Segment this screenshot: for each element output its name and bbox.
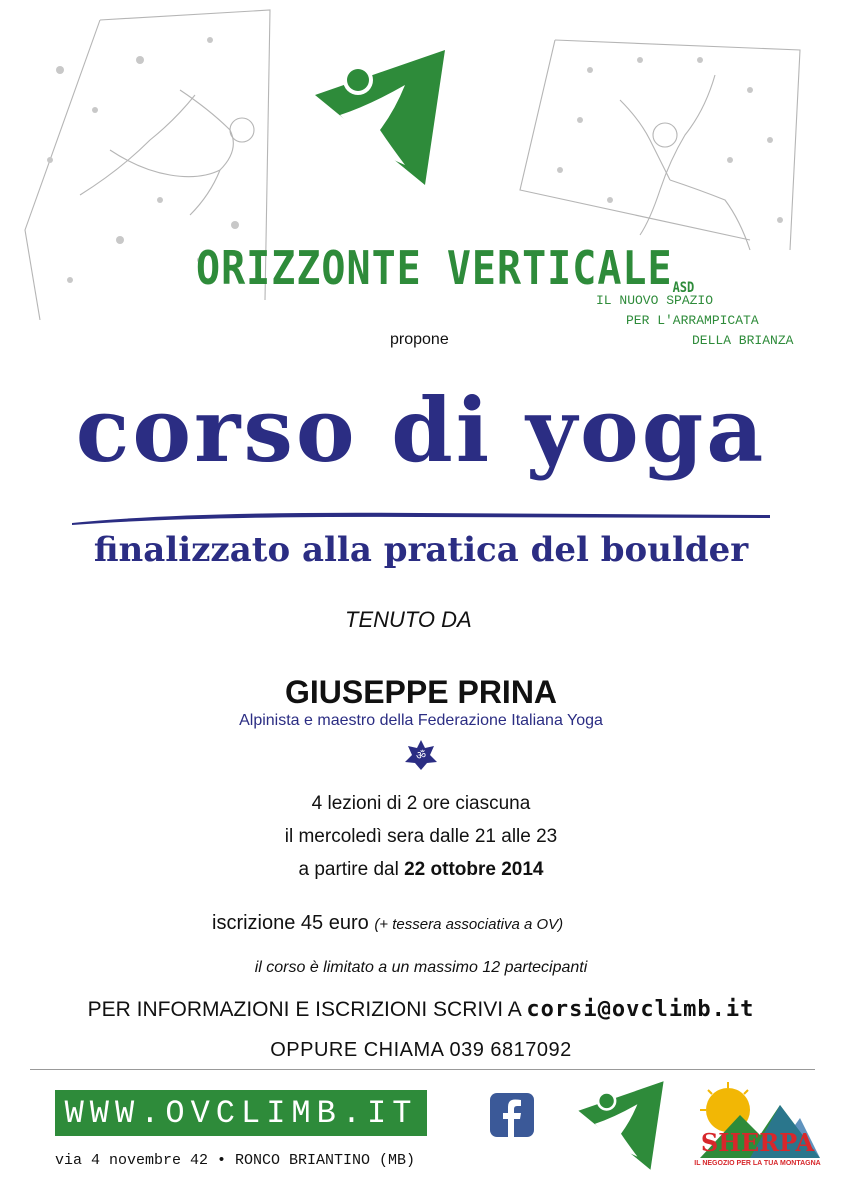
schedule-line-2: il mercoledì sera dalle 21 alle 23	[284, 826, 558, 847]
tenuto-da: TENUTO DA	[345, 607, 472, 632]
footer-divider	[30, 1069, 815, 1070]
main-title: corso di yoga	[75, 378, 767, 482]
phone-line: OPPURE CHIAMA 039 6817092	[270, 1039, 572, 1061]
limit-text: il corso è limitato a un massimo 12 partecipanti	[254, 959, 588, 976]
title-swoosh	[70, 505, 775, 527]
tagline-line-1: IL NUOVO SPAZIO	[596, 293, 714, 308]
contact-info: PER INFORMAZIONI E ISCRIZIONI SCRIVI A corsi@ovclimb.it	[87, 997, 755, 1022]
ov-logo	[310, 45, 450, 190]
schedule-line-3: a partire dal 22 ottobre 2014	[298, 859, 544, 880]
om-lotus-icon	[404, 740, 438, 770]
propone-text: propone	[390, 331, 449, 348]
email-link[interactable]: corsi@ovclimb.it	[526, 997, 755, 1022]
tagline-line-2: PER L'ARRAMPICATA	[626, 313, 759, 328]
subtitle: finalizzato alla pratica del boulder	[93, 530, 749, 570]
teacher-role: Alpinista e maestro della Federazione Italiana Yoga	[239, 712, 603, 729]
website-text: WWW.OVCLIMB.IT	[64, 1095, 418, 1132]
address: via 4 novembre 42 • RONCO BRIANTINO (MB)	[55, 1152, 416, 1169]
facebook-icon[interactable]	[490, 1093, 534, 1137]
sponsor-tagline: IL NEGOZIO PER LA TUA MONTAGNA	[694, 1160, 821, 1167]
sherpa-logo	[690, 1080, 825, 1175]
svg-text:ॐ: ॐ	[415, 749, 427, 762]
sponsor-name: SHERPA	[700, 1128, 815, 1157]
website-banner[interactable]	[55, 1090, 427, 1136]
org-name: ORIZZONTE VERTICALEASD	[196, 242, 695, 296]
pricing: iscrizione 45 euro (+ tessera associativa a OV)	[212, 912, 564, 934]
tagline-line-3: DELLA BRIANZA	[692, 333, 794, 348]
ov-logo-footer	[575, 1078, 667, 1173]
schedule-line-1: 4 lezioni di 2 ore ciascuna	[311, 793, 531, 814]
teacher-name: GIUSEPPE PRINA	[284, 674, 558, 710]
